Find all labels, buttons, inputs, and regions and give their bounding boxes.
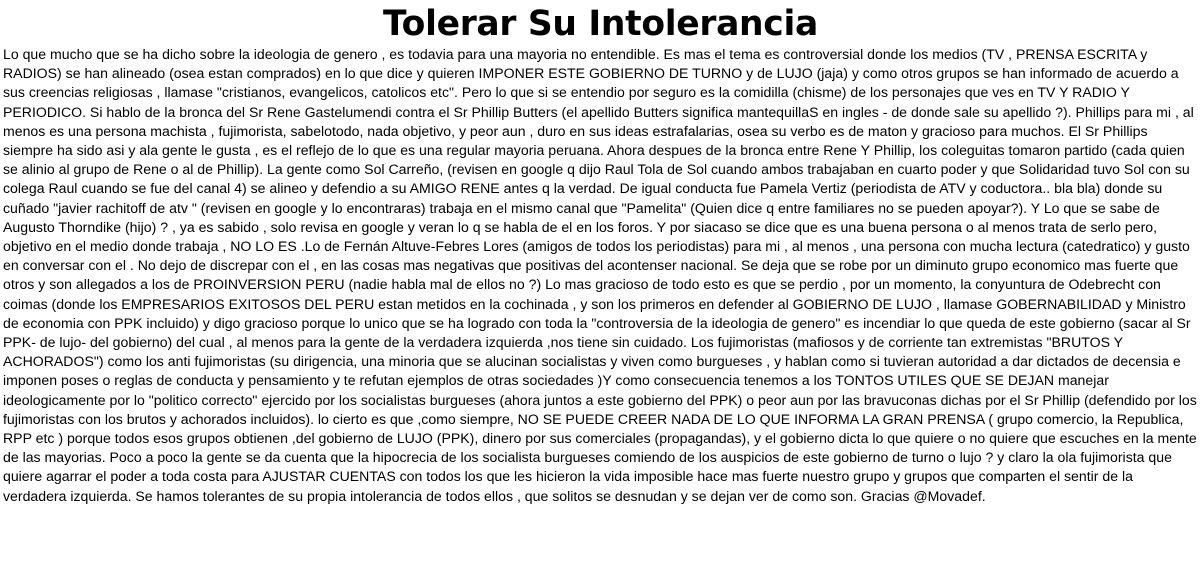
- document-title: Tolerar Su Intolerancia: [383, 4, 818, 44]
- document-body-paragraph: Lo que mucho que se ha dicho sobre la ideologia de genero , es todavia para una mayoria no entendible. Es mas el tema es controversial donde los medios (TV , PRENSA ESCRITA y RADIOS) se han alineado (osea estan comprados) en lo que dice y quieren IMPONER ESTE GOBIERNO DE TURNO y de LUJO (jaja) y como otros grupos se han informado de acuerdo a sus creencias religiosas , llamase "cristianos, evangelicos, catolicos etc". Pero lo que si se entendio por seguro es la comidilla (chisme) de los personajes que ves en TV Y RADIO Y PERIODICO. Si hablo de la bronca del Sr Rene Gastelumendi contra el Sr Phillip Butters (el apellido Butters significa mantequillaS en ingles - de donde sale su apellido ?). Phillips para mi , al menos es una persona machista , fujimorista, sabelotodo, nada objetivo, y peor aun , duro en sus ideas estrafalarias, osea su verbo es de maton y gracioso para muchos. El Sr Phillips siempre ha sido asi y ala gente le gusta , es el reflejo de lo que es una regular mayoria peruana. Ahora despues de la bronca entre Rene Y Phillip, los coleguitas tomaron partido (cada quien se alinio al grupo de Rene o al de Phillip). La gente como Sol Carreño, (revisen en google q dijo Raul Tola de Sol cuando ambos trabajaban en cuarto poder y que Solidaridad tuvo Sol con su colega Raul cuando se fue del canal 4) se alineo y defendio a su AMIGO RENE antes q la verdad. De igual conducta fue Pamela Vertiz (periodista de ATV y coductora.. bla bla) donde su cuñado "javier rachitoff de atv " (revisen en google y lo encontraras) trabaja en el mismo canal que "Pamelita" (Quien dice q entre familiares no se pueden apoyar?). Y Lo que se sabe de Augusto Thorndike (hijo) ? , ya es sabido , solo revisa en google y veran lo q se habla de el en los foros. Y por siacaso se dice que es una buena persona o al menos trata de serlo pero, objetivo en el medio donde trabaja , NO LO ES .Lo de Fernán Altuve-Febres Lores (amigos de todos los periodistas) para mi , al menos , una persona con mucha lectura (catedratico) y gusto en conversar con el . No dejo de discrepar con el , en las cosas mas negativas que positivas del acontenser nacional. Se deja que se robe por un diminuto grupo economico mas fuerte que otros y son allegados a los de PROINVERSION PERU (nadie habla mal de ellos no ?) Lo mas gracioso de todo esto es que se perdio , por un momento, la conyuntura de Odebrecht con coimas (donde los EMPRESARIOS EXITOSOS DEL PERU estan metidos en la cochinada , y son los primeros en defender al GOBIERNO DE LUJO , llamase GOBERNABILIDAD y Ministro de economia con PPK incluido) y digo gracioso porque lo unico que se ha logrado con toda la "controversia de la ideologia de genero" es incendiar lo que queda de este gobierno (sacar al Sr PPK- de lujo- del gobierno) del cual , al menos para la gente de la verdadera izquierda ,nos tiene sin cuidado. Los fujimoristas (mafiosos y de corriente tan extremistas "BRUTOS Y ACHORADOS") como los anti fujimoristas (su dirigencia, una minoria que se alucinan socialistas y viven como burgueses , y hablan como si tuvieran autoridad a dar dictados de decensia e imponen poses o reglas de conducta y pensamiento y te refutan ejemplos de otras sociedades )Y como consecuencia tenemos a los TONTOS UTILES QUE SE DEJAN manejar ideologicamente por lo "politico correcto" ejercido por los socialistas burgueses (ahora juntos a este gobierno del PPK) o peor aun por las bravuconas dichas por el Sr Phillip (defendido por los fujimoristas con los brutos y achorados incluidos). lo cierto es que ,como siempre, NO SE PUEDE CREER NADA DE LO QUE INFORMA LA GRAN PRENSA ( grupo comercio, la Republica, RPP etc ) porque todos esos grupos obtienen ,del gobierno de LUJO (PPK), dinero por sus comerciales (propagandas), y el gobierno dicta lo que quiere o no quiere que escuches en la mente de las mayorias. Poco a poco la gente se da cuenta que la hipocrecia de los socialista burgueses comiendo de los auspicios de este gobierno de turno o lujo ? y claro la ola fujimorista que quiere agarrar el poder a toda costa para AJUSTAR CUENTAS con todos los que les hicieron la vida imposible hace mas fuerte nuestro grupo y grupos que comparten el sentir de la verdadera izquierda. Se hamos tolerantes de su propia intolerancia de todos ellos , que solitos se desnudan y se dejan ver de como son. Gracias @Movadef.: [3, 46, 1197, 504]
